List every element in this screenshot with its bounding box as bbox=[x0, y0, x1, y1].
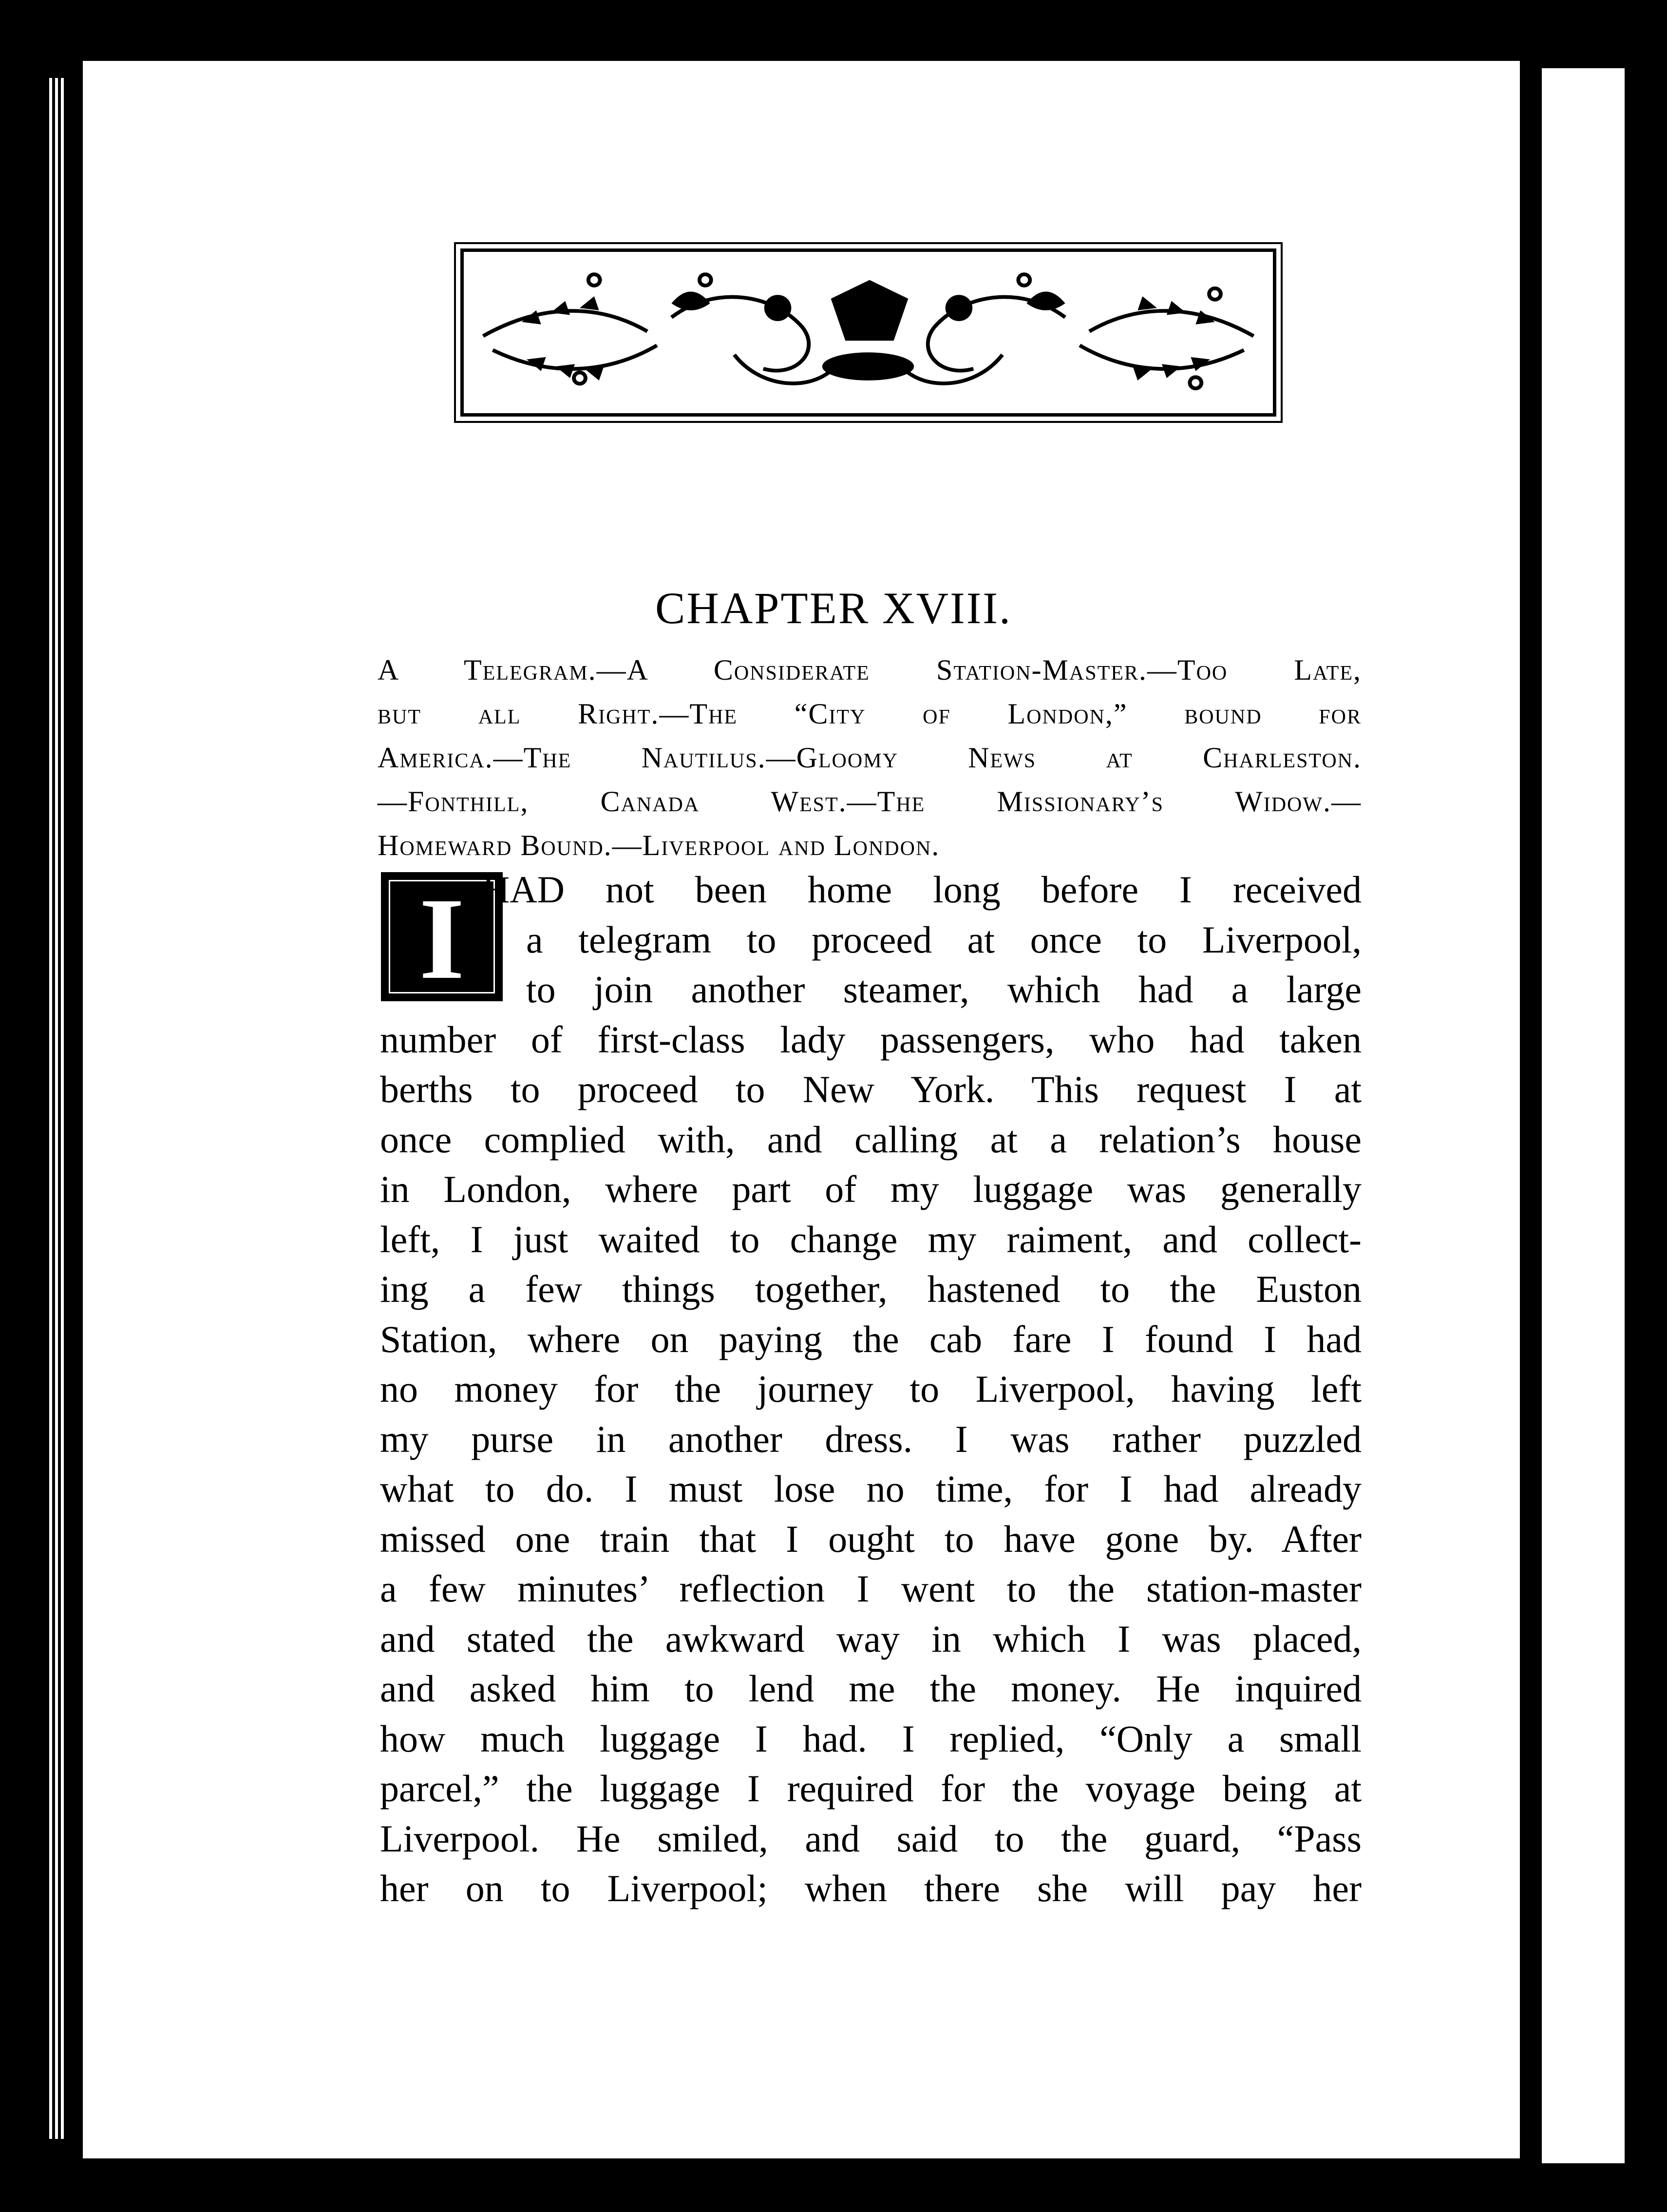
body-line: no money for the journey to Liverpool, having left bbox=[380, 1368, 1362, 1410]
body-line: ing a few things together, hastened to the Euston bbox=[380, 1268, 1362, 1310]
page-gutter bbox=[46, 78, 66, 2139]
body-line: parcel,” the luggage I required for the voyage being at bbox=[380, 1767, 1362, 1810]
synopsis-line: —Fonthill, Canada West.—The Missionary’s Widow.— bbox=[378, 785, 1362, 818]
body-line: Station, where on paying the cab fare I found I had bbox=[380, 1317, 1362, 1360]
body-line: my purse in another dress. I was rather puzzled bbox=[380, 1417, 1362, 1460]
synopsis-line: Homeward Bound.—Liverpool and London. bbox=[378, 829, 940, 861]
synopsis-line: America.—The Nautilus.—Gloomy News at Charleston. bbox=[378, 742, 1362, 774]
body-line: left, I just waited to change my raiment, and collect- bbox=[380, 1218, 1362, 1260]
body-line: how much luggage I had. I replied, “Only a small bbox=[380, 1717, 1362, 1760]
body-line: and stated the awkward way in which I was placed, bbox=[380, 1617, 1362, 1660]
body-line: a few minutes’ reflection I went to the station-master bbox=[380, 1567, 1362, 1610]
page-edge bbox=[1525, 68, 1537, 2163]
body-line: and asked him to lend me the money. He inquired bbox=[380, 1667, 1362, 1710]
synopsis-line: but all Right.—The “City of London,” bound for bbox=[378, 698, 1362, 730]
body-line: HAD not been home long before I received bbox=[482, 868, 1362, 911]
chapter-heading: CHAPTER XVIII. bbox=[655, 583, 1012, 633]
body-line: her on to Liverpool; when there she will pay her bbox=[380, 1867, 1362, 1909]
body-line: in London, where part of my luggage was generally bbox=[380, 1168, 1362, 1210]
synopsis-line: A Telegram.—A Considerate Station-Master.—Too Late, bbox=[378, 654, 1362, 686]
body-line: Liverpool. He smiled, and said to the guard, “Pass bbox=[380, 1817, 1362, 1860]
adjacent-page-strip bbox=[1542, 68, 1625, 2163]
chapter-synopsis bbox=[378, 648, 1362, 867]
body-text bbox=[380, 865, 1362, 1914]
body-line: number of first-class lady passengers, who had taken bbox=[380, 1018, 1362, 1061]
body-line: berths to proceed to New York. This request I at bbox=[380, 1068, 1362, 1110]
body-line: missed one train that I ought to have gone by. After bbox=[380, 1517, 1362, 1560]
body-line: what to do. I must lose no time, for I had already bbox=[380, 1468, 1362, 1510]
body-line: a telegram to proceed at once to Liverpool, bbox=[526, 918, 1362, 961]
body-line: once complied with, and calling at a relation’s house bbox=[380, 1118, 1362, 1161]
ornamental-headpiece bbox=[460, 248, 1276, 417]
body-line: to join another steamer, which had a large bbox=[526, 968, 1362, 1011]
drop-cap-letter: I bbox=[419, 874, 465, 1003]
